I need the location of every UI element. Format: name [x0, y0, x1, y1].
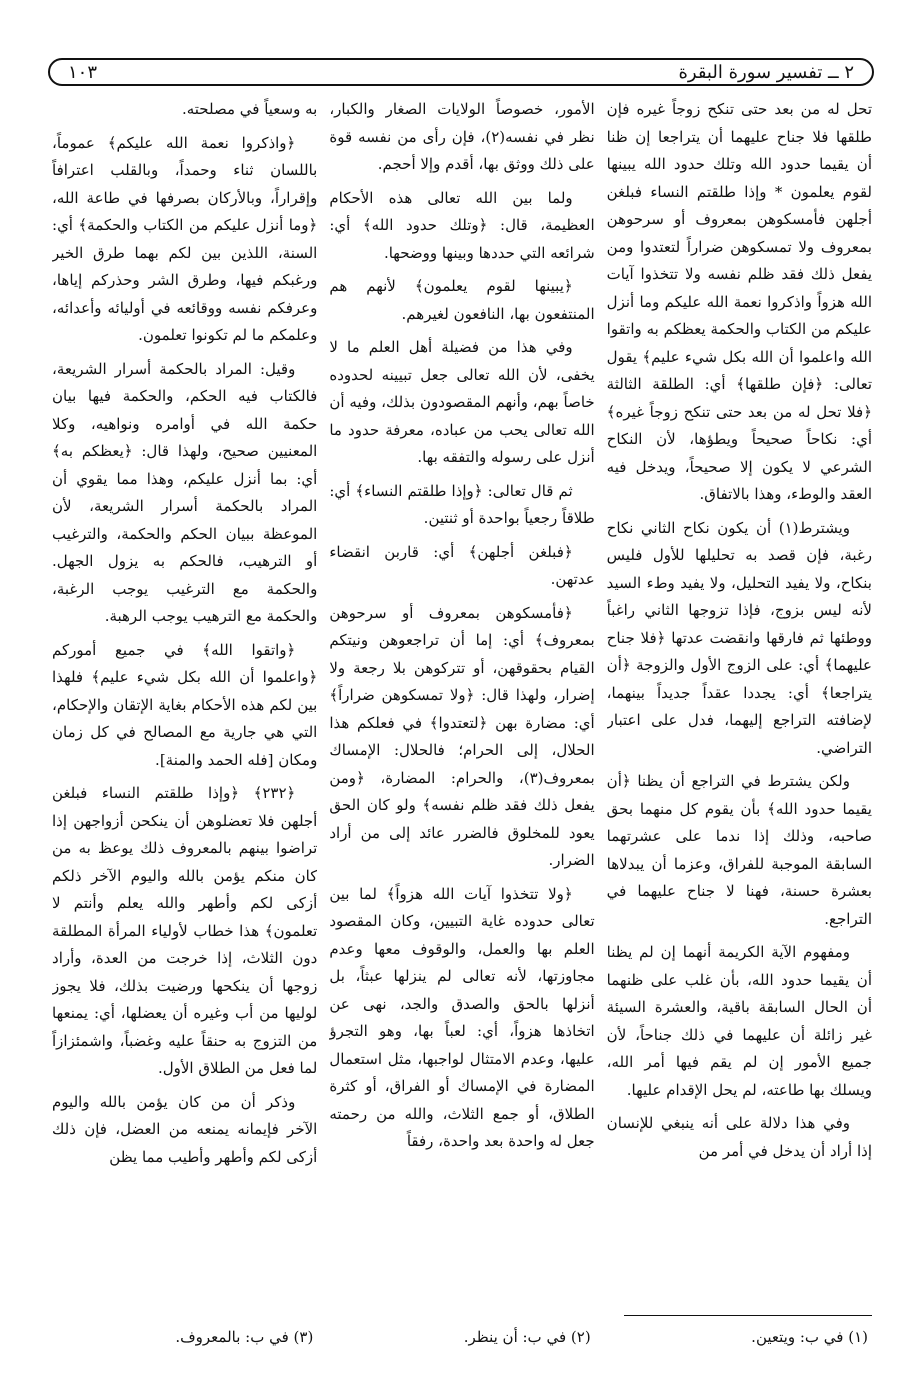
paragraph: ﴿فبلغن أجلهن﴾ أي: قاربن انقضاء عدتهن.	[329, 542, 595, 588]
paragraph: ﴿٢٣٢﴾ ﴿وإذا طلقتم النساء فبلغن أجلهن فلا تعضلوهن أن ينكحن أزواجهن إذا تراضوا بينهم بالمعروف ذلك يوعظ به من كان منكم يؤمن بالله واليوم الآخر ذلكم أزكى لكم وأطهر والله يعلم وأنتم لا تعلمون﴾ هذا خطاب لأولياء المرأة المطلقة دون الثلاث، إذا خرجت من العدة، وأراد زوجها أن ينكحها ورضيت بذلك، فلا يجوز لوليها من أب وغيره أن يعضلها، أي: يمنعها من التزوج به حنقاً عليه وغضباً، واشمئزازاً لما فعل من الطلاق الأول.	[52, 784, 318, 1077]
footnote-3: (٣) في ب: بالمعروف.	[175, 1328, 314, 1346]
paragraph: به وسعياً في مصلحته.	[181, 100, 318, 118]
paragraph: وقيل: المراد بالحكمة أسرار الشريعة، فالكتاب فيه الحكم، والحكمة فيها بيان حكمة الله في أوامره ونواهيه، وكلا المعنيين صحيح، ولهذا قال: ﴿يعظكم به﴾ أي: بما أنزل عليكم، وهذا مما يقوي أن المراد بالحكمة أسرار الشريعة، لأن الموعظة ببيان الحكم والحكمة، والترغيب أو الترهيب، فالحكم به يزول الجهل. والحكمة مع الترغيب يوجب الرغبة، والحكمة مع الترهيب يوجب الرهبة.	[52, 359, 318, 625]
running-title: ٢ ــ تفسير سورة البقرة	[678, 61, 854, 83]
paragraph: ﴿يبينها لقوم يعلمون﴾ لأنهم هم المنتفعون بها، النافعون لغيرهم.	[329, 277, 595, 323]
paragraph: وفي هذا من فضيلة أهل العلم ما لا يخفى، لأن الله تعالى جعل تبيينه لحدوده خاصاً بهم، وأنهم المقصودون بذلك، وفيه أن الله تعالى يحب من عباده، معرفة حدود ما أنزل على رسوله والتفقه بها.	[329, 338, 595, 466]
footnote-2: (٢) في ب: أن ينظر.	[463, 1328, 591, 1346]
paragraph: وفي هذا دلالة على أنه ينبغي للإنسان إذا أراد أن يدخل في أمر من	[606, 1114, 872, 1160]
footnote-divider	[624, 1315, 872, 1316]
paragraph: الأمور، خصوصاً الولايات الصغار والكبار، نظر في نفسه(٢)، فإن رأى من نفسه قوة على ذلك ووثق بها، أقدم وإلا أحجم.	[329, 100, 595, 173]
page-number: ١٠٣	[68, 61, 98, 83]
footnote-1: (١) في ب: ويتعين.	[751, 1328, 868, 1346]
paragraph: تحل له من بعد حتى تنكح زوجاً غيره فإن طلقها فلا جناح عليهما أن يتراجعا إن ظنا أن يقيما حدود الله وتلك حدود الله يبينها لقوم يعلمون * وإذا طلقتم النساء فبلغن أجلهن فأمسكوهن بمعروف أو سرحوهن بمعروف ولا تمسكوهن ضراراً لتعتدوا ومن يفعل ذلك فقد ظلم نفسه ولا تتخذوا آيات الله هزواً واذكروا نعمة الله عليكم وما أنزل عليكم من الكتاب والحكمة يعظكم به واتقوا الله واعلموا أن الله بكل شيء عليم﴾ يقول تعالى: ﴿فإن طلقها﴾ أي: الطلقة الثالثة ﴿فلا تحل له من بعد حتى تنكح زوجاً غيره﴾ أي: نكاحاً صحيحاً ويطؤها، لأن النكاح الشرعي لا يكون إلا صحيحاً، ويدخل فيه العقد والوطء، وهذا بالاتفاق.	[606, 100, 872, 503]
paragraph: ﴿ولا تتخذوا آيات الله هزواً﴾ لما بين تعالى حدوده غاية التبيين، وكان المقصود العلم بها والعمل، والوقوف معها وعدم مجاوزتها، لأنه تعالى لم ينزلها عبثاً، بل أنزلها بالحق والصدق والجد، نهى عن اتخاذها هزواً، أي: لعباً بها، وهو التجرؤ عليها، وعدم الامتثال لواجبها، مثل استعمال المضارة في الإمساك أو الفراق، أو كثرة الطلاق، أو جمع الثلاث، والله من رحمته جعل له واحدة بعد واحدة، رفقاً	[329, 884, 595, 1150]
column-right	[607, 96, 872, 1276]
paragraph: ﴿فأمسكوهن بمعروف أو سرحوهن بمعروف﴾ أي: إما أن تراجعوهن ونيتكم القيام بحقوقهن، أو تتركوهن بلا رجعة ولا إضرار، ولهذا قال: ﴿ولا تمسكوهن ضراراً﴾ أي: مضارة بهن ﴿لتعتدوا﴾ في فعلكم هذا الحلال، إلى الحرام؛ فالحلال: الإمساك بمعروف(٣)، والحرام: المضارة، ﴿ومن يفعل ذلك فقد ظلم نفسه﴾ ولو كان الحق يعود للمخلوق فالضرر عائد إلى من أراد الضرار.	[329, 603, 595, 869]
paragraph: وذكر أن من كان يؤمن بالله واليوم الآخر فإيمانه يمنعه من العضل، فإن ذلك أزكى لكم وأطهر وأطيب مما يظن	[52, 1092, 318, 1166]
page-header	[48, 58, 874, 86]
text-columns	[52, 96, 872, 1276]
paragraph: ولكن يشترط في التراجع أن يظنا ﴿أن يقيما حدود الله﴾ بأن يقوم كل منهما بحق صاحبه، وذلك إذا ندما على عشرتهما السابقة الموجبة للفراق، وعزما أن يبدلاها بعشرة حسنة، فهنا لا جناح عليهما في التراجع.	[606, 772, 872, 928]
column-left	[52, 96, 317, 1276]
paragraph: ﴿واتقوا الله﴾ في جميع أموركم ﴿واعلموا أن الله بكل شيء عليم﴾ فلهذا بين لكم هذه الأحكام بغاية الإتقان والإحكام، التي هي جارية مع المصالح في كل زمان ومكان [فله الحمد والمنة].	[52, 640, 318, 769]
paragraph: ويشترط(١) أن يكون نكاح الثاني نكاح رغبة، فإن قصد به تحليلها للأول فليس بنكاح، ولا يفيد التحليل، ولا يفيد وطء السيد لأنه ليس بزوج، فإذا تزوجها الثاني راغباً ووطئها ثم فارقها وانقضت عدتها ﴿فلا جناح عليهما﴾ أي: على الزوج الأول والزوجة ﴿أن يتراجعا﴾ أي: يجددا عقداً جديداً بينهما، لإضافته التراجع إليهما، فدل على اعتبار التراضي.	[606, 518, 872, 757]
paragraph: ثم قال تعالى: ﴿وإذا طلقتم النساء﴾ أي: طلاقاً رجعياً بواحدة أو ثنتين.	[329, 481, 595, 527]
paragraph: ولما بين الله تعالى هذه الأحكام العظيمة، قال: ﴿وتلك حدود الله﴾ أي: شرائعه التي حددها وبينها ووضحها.	[329, 188, 595, 262]
paragraph: ﴿واذكروا نعمة الله عليكم﴾ عموماً، باللسان ثناء وحمداً، وبالقلب اعترافاً وإقراراً، وبالأركان بصرفها في طاعة الله، ﴿وما أنزل عليكم من الكتاب والحكمة﴾ أي: السنة، اللذين بين لكم بهما طرق الخير ورغبكم فيها، وطرق الشر وحذركم إياها، وعرفكم نفسه ووقائعه في أوليائه وأعدائه، وعلمكم ما لم تكونوا تعلمون.	[52, 133, 318, 344]
column-middle	[329, 96, 594, 1276]
paragraph: ومفهوم الآية الكريمة أنهما إن لم يظنا أن يقيما حدود الله، بأن غلب على ظنهما أن الحال السابقة باقية، والعشرة السيئة غير زائلة أن عليهما في ذلك جناحاً، لأن جميع الأمور إن لم يقم فيها أمر الله، ويسلك بها طاعته، لم يحل الإقدام عليها.	[606, 943, 872, 1099]
footnotes	[52, 1328, 872, 1346]
